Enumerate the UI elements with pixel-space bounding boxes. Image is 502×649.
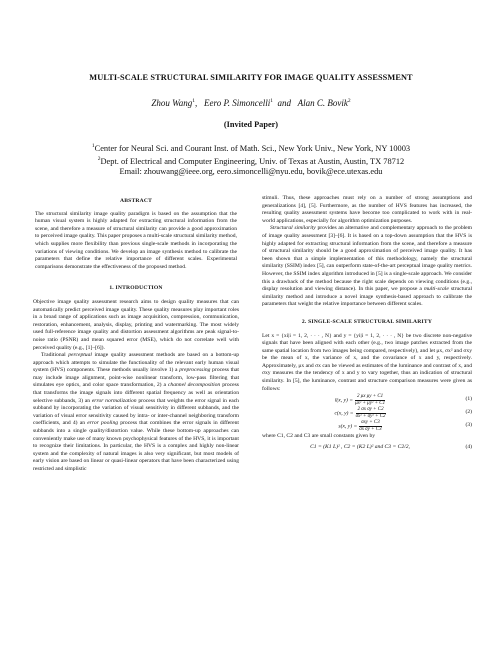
author-affil-mark: 1: [270, 98, 274, 104]
left-column: [33, 198, 239, 474]
equation-number: (4): [465, 444, 472, 451]
affil-text: Center for Neural Sci. and Courant Inst. of Math. Sci., New York Univ., New York, NY 10003: [94, 143, 411, 153]
author-affil-mark: 1: [192, 98, 196, 104]
abstract-heading: ABSTRACT: [119, 198, 153, 204]
paper-title: MULTI-SCALE STRUCTURAL SIMILARITY FOR IMAGE QUALITY ASSESSMENT: [89, 73, 413, 82]
equation-1: [262, 394, 472, 406]
intro-heading: 1. INTRODUCTION: [109, 285, 163, 292]
equation-lhs: l(x, y) =: [334, 397, 354, 404]
emphasis: error normalization: [91, 397, 137, 404]
affiliation-line: [0, 141, 502, 154]
section2-heading: 2. SINGLE-SCALE STRUCTURAL SIMILARITY: [301, 318, 433, 325]
author-name: Eero P. Simoncelli: [204, 98, 271, 108]
emphasis: perceptual: [68, 352, 92, 359]
equation-number: (1): [465, 396, 472, 403]
text-run: Traditional: [41, 352, 69, 359]
equation-2: [262, 407, 472, 419]
emphasis: channel decomposition: [167, 382, 221, 389]
affiliation-line: [0, 154, 502, 167]
intro-paragraph: Objective image quality assessment research aims to design quality measures that can automatically predict perceived image quality. These quality measures play important roles in a broad range of applications such as image acquisition, compression, communication, restoration, enhancement, analysis, display, printing and watermarking. The most widely used full-reference image quality and distortion assessment algorithms are peak signal-to-noise ratio (PSNR) and mean squared error (MSE), which do not correlate well with perceived quality (e.g., [1]–[6]).: [33, 298, 239, 351]
equation-number: (3): [465, 422, 472, 429]
equation-numerator: 2 μx μy + C1: [357, 394, 384, 400]
emphasis: preprocessing: [179, 367, 211, 374]
affil-mark: 2: [97, 156, 101, 163]
intro-paragraph: [33, 352, 239, 474]
body-paragraph: Let x = {xi|i = 1, 2, · · · , N} and y = {yi|i = 1, 2, · · · , N} be two discrete non-negative signals that have been aligned with each other (e.g., two image patches extracted from the same spatial location from two images being compared, respectively), and let μx, σx² and σxy be the mean of x, the variance of x, and the covariance of x and y, respectively. Approximately, μx and σx can be viewed as estimates of the luminance and contrast of x, and σxy measures the the tendency of x and y to vary together, thus an indication of structural similarity. In [5], the luminance, contrast and structure comparison measures were given as follows:: [262, 332, 473, 392]
text-run: image quality assessment methods are based on a bottom-up approach which attempts to simulate the functionality of the relevant early human visual system (HVS) components. These methods usually involve 1) a: [33, 352, 239, 374]
affil-mark: 1: [91, 143, 95, 149]
equation-lhs: s(x, y) =: [338, 423, 358, 430]
invited-label: (Invited Paper): [223, 120, 279, 129]
text-run: process that combines the error signals in different subbands into a single quality/distortion value. While these bottom-up approaches can conveniently make use of many known psychophysical features of the HVS, it is important to recognize their limitations. In particular, the HVS is a complex and highly non-linear system and the complexity of natural images is also very significant, but most models of early vision are based on linear or quasi-linear operators that have been characterized using restricted and simplistic: [33, 420, 239, 472]
text-run: provides an alternative and complementary approach to the problem of image quality assessment [3]–[6]. It is based on a top-down assumption that the HVS is highly adapted for extracting structural information from the scene, and therefore a measure of structural similarity should be a good approximation of perceived image quality. It has been shown that a simple implementation of this methodology, namely the structural similarity (SSIM) index [5], can outperform state-of-the-art perceptual image quality metrics. However, the SSIM index algorithm introduced in [5] is a single-scale approach. We consider this a drawback of the method because the right scale depends on viewing conditions (e.g., display resolution and viewing distance). In this paper, we propose a: [262, 225, 473, 293]
abstract-text: The structural similarity image quality paradigm is based on the assumption that the human visual system is highly adapted for extracting structural information from the scene, and therefore a measure of structural similarity can provide a good approximation to perceived image quality. This paper proposes a multi-scale structural similarity method, which supplies more flexibility than previous single-scale methods in incorporating the variations of viewing conditions. We develop an image synthesis method to calibrate the parameters that define the relative importance of different scales. Experimental comparisons demonstrate the effectiveness of the proposed method.: [35, 210, 237, 270]
equation-numerator: 2 σx σy + C2: [357, 407, 384, 413]
equation-number: (2): [465, 409, 472, 416]
text-run: structural similarity method and introduce a novel image synthesis-based approach to calibrate the parameters that weight the relative importance between different scales.: [262, 286, 472, 308]
affil-text: Dept. of Electrical and Computer Engineering, Univ. of Texas at Austin, Austin, TX 78712: [100, 156, 405, 166]
equation-denominator: σx² + σy² + C2: [355, 413, 386, 419]
equation-denominator: σx σy + C3: [359, 426, 382, 432]
author-name: Alan C. Bovik: [297, 98, 348, 108]
equation-4: [262, 442, 472, 454]
affiliations: [0, 141, 502, 177]
text-run: process that may include image alignment, point-wise nonlinear transform, low-pass filtering that simulates eye optics, and color space transformation, 2) a: [33, 367, 239, 389]
equation-numerator: σxy + C3: [361, 420, 380, 426]
equation-3: [262, 420, 472, 432]
author-list: Zhou Wang$^1$, Eero P. Simoncelli$^1$ and Alan C. Bovik$^2$: [151, 98, 351, 108]
equation-lhs: c(x, y) =: [334, 410, 354, 417]
body-paragraph: where C1, C2 and C3 are small constants given by: [262, 433, 376, 440]
emphasis: multi-scale: [423, 286, 449, 293]
right-column: [262, 195, 472, 455]
body-paragraph: stimuli. Thus, these approaches must rely on a number of strong assumptions and generalizations [4], [5]. Furthermore, as the number of HVS features has increased, the resulting quality assessment systems have become too complicated to work with in real-world applications, especially for algorithm optimization purposes.: [262, 195, 472, 224]
body-paragraph: [262, 225, 472, 309]
emphasis: error pooling: [87, 420, 119, 427]
author-affil-mark: 2: [347, 98, 351, 104]
emphasis: Structural similarity: [270, 225, 316, 232]
email-line: Email: zhouwang@ieee.org, eero.simoncelli@nyu.edu, bovik@ece.utexas.edu: [119, 167, 383, 177]
author-name: Zhou Wang: [151, 98, 193, 108]
text-run: process that weights the error signal in each subband by incorporating the variation of visual sensitivity in different subbands, and the variation of visual error sensitivity caused by intra- or inter-channel neighboring transform coefficients, and 4) an: [33, 397, 239, 427]
equation-body: C1 = (K1 L)² , C2 = (K2 L)² and C3 = C2/2,: [310, 444, 410, 451]
text-run: process that transforms the image signals into different spatial frequency as well as orientation selective subbands, 3) an: [33, 382, 239, 404]
equation-denominator: μx² + μy² + C1: [355, 400, 386, 406]
